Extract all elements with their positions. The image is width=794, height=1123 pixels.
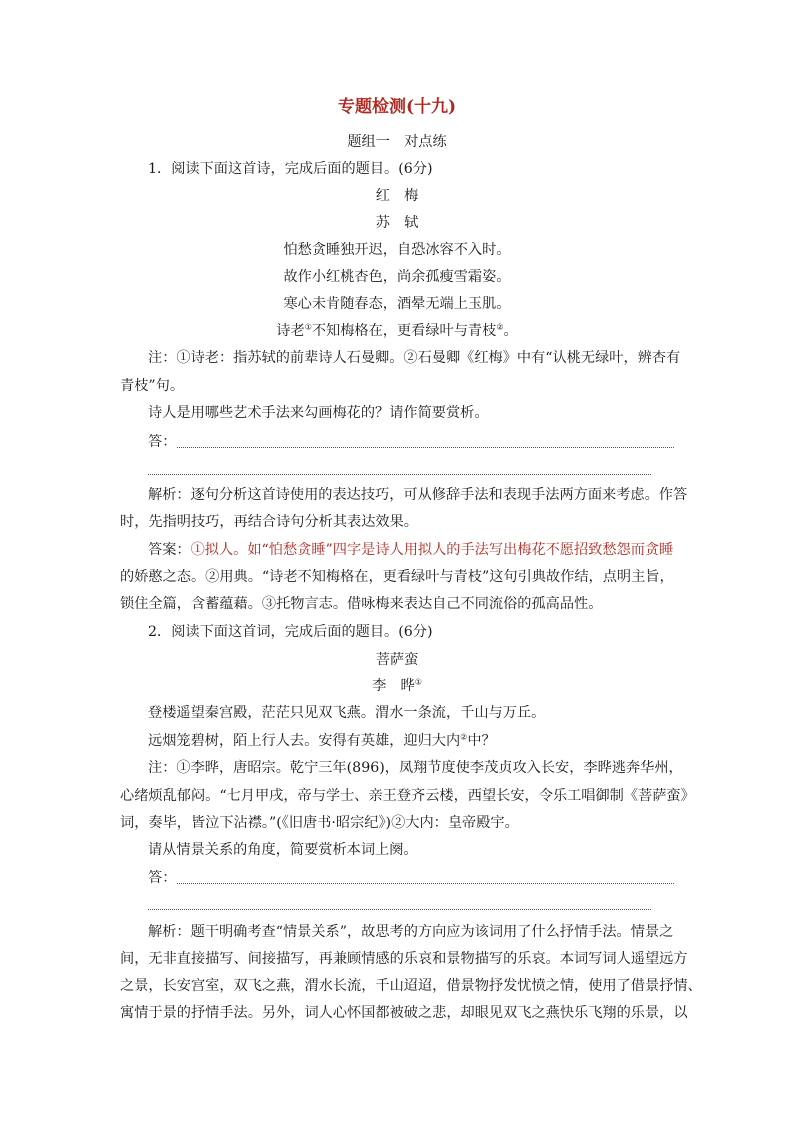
q1-last-line-part: 。 — [503, 323, 518, 339]
q2-prompt: 2．阅读下面这首词，完成后面的题目。(6分) — [148, 624, 433, 640]
q1-poem-title: 红 梅 — [375, 188, 419, 204]
q2-poem-line — [148, 731, 496, 751]
q1-key-label: 答案： — [148, 542, 191, 558]
q1-last-line-part: 不知梅格在，更看绿叶与青枝 — [311, 323, 497, 339]
q1-last-line-part: 诗老 — [276, 323, 305, 339]
q1-prompt: 1．阅读下面这首诗，完成后面的题目。(6分) — [148, 161, 433, 177]
q2-note: 心绪烦乱郁闷。“七月甲戌，帝与学士、亲王登齐云楼，西望长安，令乐工唱御制《菩萨蛮》 — [120, 788, 695, 804]
q2-author-name: 李 晔 — [372, 678, 415, 694]
q2-line-part: 远烟笼碧树，陌上行人去。安得有英雄，迎归大内 — [148, 733, 461, 749]
q1-answer-label: 答： — [148, 434, 177, 450]
q1-note: 注：①诗老：指苏轼的前辈诗人石曼卿。②石曼卿《红梅》中有“认桃无绿叶，辨杏有 — [148, 350, 681, 366]
q2-analysis: 之景，长安宫室，双飞之燕，渭水长流，千山迢迢，借景物抒发忧愤之情，使用了借景抒情、 — [120, 978, 702, 994]
answer-line — [177, 883, 674, 884]
q2-analysis: 解析：题干明确考查“情景关系”，故思考的方向应为该词用了什么抒情手法。情景之 — [148, 924, 674, 940]
q2-line-part: 中？ — [467, 733, 496, 749]
q2-note: 注：①李晔，唐昭宗。乾宁三年(896)，凤翔节度使李茂贞攻入长安，李晔逃奔华州， — [148, 760, 683, 776]
q1-poem-author: 苏 轼 — [375, 215, 419, 231]
q1-note: 青枝”句。 — [120, 378, 185, 394]
q2-analysis: 寓情于景的抒情手法。另外，词人心怀国都被破之悲，却眼见双飞之燕快乐飞翔的乐景，以 — [120, 1005, 688, 1021]
q2-footnote-marker: ② — [460, 732, 468, 742]
q1-answer-key: 的娇憨之态。②用典。“诗老不知梅格在，更看绿叶与青枝”这句引典故作结，点明主旨， — [120, 569, 674, 585]
answer-line — [148, 909, 651, 910]
q1-answer-key: 锁住全篇，含蓄蕴藉。③托物言志。借咏梅来表达自己不同流俗的孤高品性。 — [120, 596, 603, 612]
q1-key-text: ①拟人。如“怕愁贪睡”四字是诗人用拟人的手法写出梅花不愿招致愁怨而贪睡 — [190, 542, 674, 558]
q1-question: 诗人是用哪些艺术手法来勾画梅花的？请作简要赏析。 — [148, 405, 489, 421]
section-heading: 题组一 对点练 — [347, 134, 447, 150]
q2-poem-line: 登楼遥望秦宫殿，茫茫只见双飞燕。渭水一条流，千山与万丘。 — [148, 705, 546, 721]
q1-poem-last-line — [0, 321, 794, 341]
q2-poem-author — [0, 676, 794, 696]
q2-poem-title: 菩萨蛮 — [375, 652, 419, 668]
q1-footnote-marker: ② — [496, 322, 504, 332]
q2-answer-label: 答： — [148, 870, 177, 886]
q1-poem-line: 故作小红桃杏色，尚余孤瘦雪霜姿。 — [283, 269, 511, 285]
q1-footnote-marker: ① — [304, 322, 312, 332]
answer-line — [177, 447, 674, 448]
q1-poem-line: 怕愁贪睡独开迟，自恐冰容不入时。 — [283, 242, 511, 258]
q2-analysis: 间，无非直接描写、间接描写，再兼顾情感的乐哀和景物描写的乐哀。本词写词人遥望远方 — [120, 951, 688, 967]
q2-note: 词，奏毕，皆泣下沾襟。”(《旧唐书·昭宗纪》)②大内：皇帝殿宇。 — [120, 815, 519, 831]
answer-line — [148, 474, 651, 475]
q2-footnote-marker: ① — [414, 677, 422, 687]
q1-analysis: 时，先指明技巧，再结合诗句分析其表达效果。 — [120, 514, 418, 530]
q1-analysis: 解析：逐句分析这首诗使用的表达技巧，可从修辞手法和表现手法两方面来考虑。作答 — [148, 487, 688, 503]
page-title: 专题检测(十九) — [337, 97, 457, 117]
q2-question: 请从情景关系的角度，简要赏析本词上阕。 — [148, 842, 418, 858]
q1-answer-key — [148, 540, 673, 560]
q1-poem-line: 寒心未肯随春态，酒晕无端上玉肌。 — [283, 296, 511, 312]
